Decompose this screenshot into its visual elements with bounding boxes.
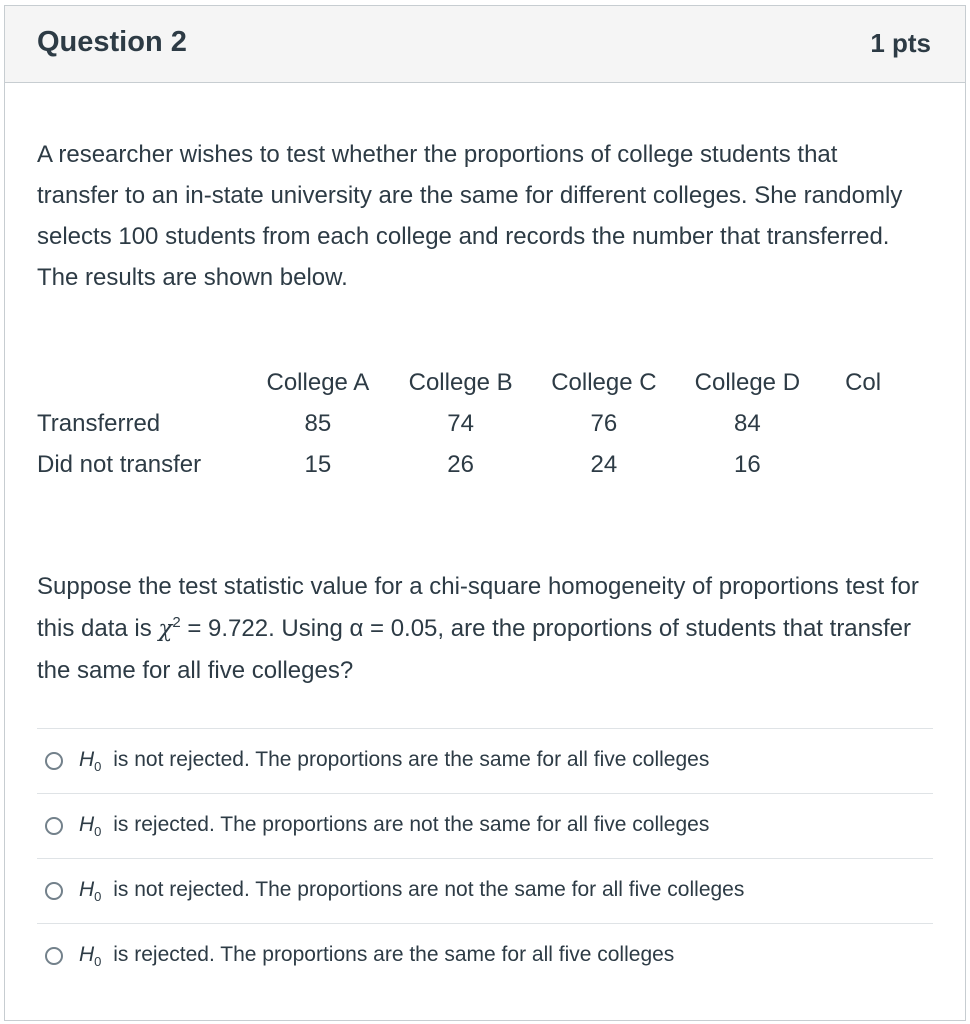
prompt-text: Suppose the test statistic value for a chi-square homogeneity of proportions test for this data is — [37, 573, 919, 642]
chi-symbol: χ — [158, 616, 173, 642]
table-cell: 76 — [590, 409, 618, 437]
hypothesis-symbol: $H_0$ — [79, 812, 102, 840]
table-cell: 85 — [304, 409, 332, 437]
table-corner — [37, 362, 247, 403]
row-label: Did not transfer — [37, 450, 202, 478]
alpha-symbol: α — [349, 615, 364, 642]
answer-option[interactable] — [37, 858, 933, 923]
radio-button[interactable] — [45, 947, 63, 965]
question-prompt — [37, 566, 937, 692]
radio-button[interactable] — [45, 752, 63, 770]
table-cell: 84 — [733, 409, 761, 437]
data-table — [37, 362, 965, 485]
column-header: College C — [551, 368, 657, 396]
radio-button[interactable] — [45, 882, 63, 900]
question-intro: A researcher wishes to test whether the proportions of college students that transfer to an in-state university are the same for different colleges. She randomly selects 100 students from each college and records the number that transferred. The results are shown below. — [37, 141, 903, 291]
column-header: College D — [694, 368, 801, 396]
table-header-row — [37, 362, 965, 403]
hypothesis-symbol: $H_0$ — [79, 877, 102, 905]
table-cell — [819, 403, 965, 444]
answer-label: $H_0$ is rejected. The proportions are not the same for all five colleges — [79, 812, 710, 840]
hypothesis-symbol: $H_0$ — [79, 747, 102, 775]
table-cell: 15 — [304, 450, 332, 478]
answer-option[interactable] — [37, 793, 933, 858]
answer-option[interactable] — [37, 728, 933, 793]
table-cell — [819, 444, 965, 485]
hypothesis-symbol: $H_0$ — [79, 942, 102, 970]
radio-button[interactable] — [45, 817, 63, 835]
prompt-text: = 9.722. Using — [180, 615, 350, 642]
answer-label: $H_0$ is rejected. The proportions are the same for all five colleges — [79, 942, 675, 970]
answer-list — [37, 728, 933, 988]
column-header: Col — [845, 368, 882, 396]
answer-label: $H_0$ is not rejected. The proportions are not the same for all five colleges — [79, 877, 745, 905]
question-header — [5, 6, 965, 83]
answer-option[interactable] — [37, 923, 933, 988]
question-points: 1 pts — [870, 28, 931, 58]
column-header: College A — [266, 368, 370, 396]
answer-label: $H_0$ is not rejected. The proportions are the same for all five colleges — [79, 747, 710, 775]
table-row — [37, 403, 965, 444]
question-title: Question 2 — [37, 26, 187, 58]
column-header: College B — [408, 368, 513, 396]
table-row — [37, 444, 965, 485]
prompt-text: = 0.05, are the proportions of students that transfer the same for all five colleges? — [37, 615, 912, 684]
chi-exponent: 2 — [172, 614, 181, 631]
row-label: Transferred — [37, 409, 161, 437]
table-cell: 16 — [733, 450, 761, 478]
question-card — [4, 5, 966, 1021]
table-cell: 24 — [590, 450, 618, 478]
table-cell: 26 — [447, 450, 474, 478]
table-cell: 74 — [447, 409, 474, 437]
